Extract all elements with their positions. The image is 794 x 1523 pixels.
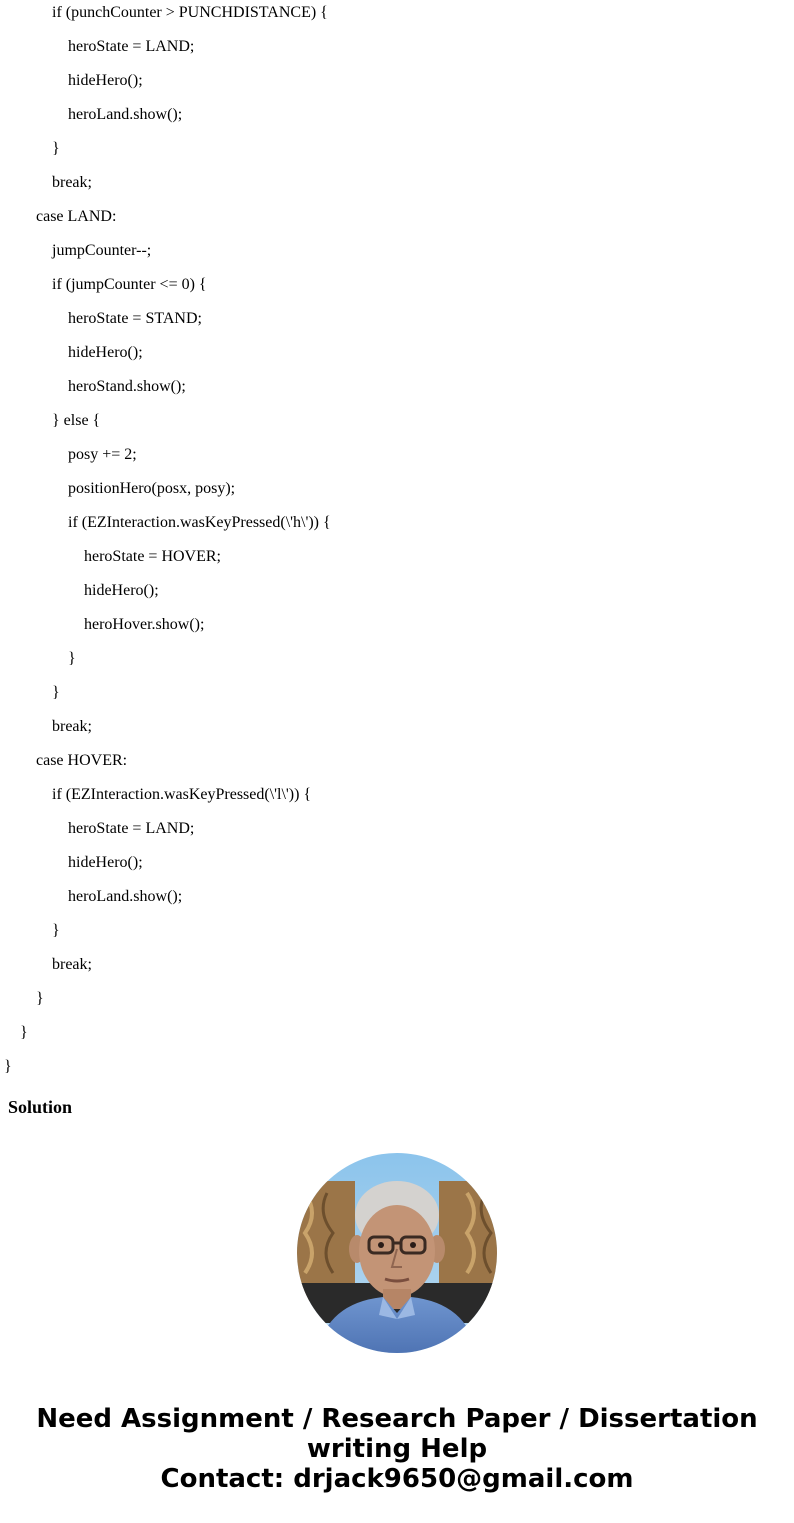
code-line: if (EZInteraction.wasKeyPressed(\'h\')) { [68, 514, 331, 531]
code-line: break; [52, 174, 92, 191]
code-line: case HOVER: [36, 752, 128, 769]
promo-banner [0, 1404, 794, 1494]
code-line: } [20, 1024, 28, 1041]
author-photo [297, 1153, 497, 1353]
code-line: hideHero(); [68, 344, 143, 361]
code-line: hideHero(); [84, 582, 159, 599]
code-line: hideHero(); [68, 72, 143, 89]
code-line: break; [52, 718, 92, 735]
code-line: } [52, 922, 60, 939]
promo-line-2: writing Help [306, 1434, 488, 1464]
code-line: positionHero(posx, posy); [68, 480, 236, 497]
promo-line-1: Need Assignment / Research Paper / Dissertation [36, 1404, 758, 1434]
code-line: heroState = LAND; [68, 820, 195, 837]
code-line: heroState = STAND; [68, 310, 202, 327]
code-line: } [52, 684, 60, 701]
code-line: } [52, 140, 60, 157]
code-line: break; [52, 956, 92, 973]
code-line: } else { [52, 412, 101, 429]
code-line: heroHover.show(); [84, 616, 205, 633]
code-line: if (EZInteraction.wasKeyPressed(\'l\')) { [52, 786, 312, 803]
code-line: if (punchCounter > PUNCHDISTANCE) { [52, 4, 328, 21]
code-line: heroLand.show(); [68, 106, 183, 123]
code-line: } [4, 1058, 12, 1075]
code-line: hideHero(); [68, 854, 143, 871]
code-line: jumpCounter--; [52, 242, 152, 259]
code-line: } [68, 650, 76, 667]
code-line: case LAND: [36, 208, 117, 225]
code-line: heroState = LAND; [68, 38, 195, 55]
code-line: if (jumpCounter <= 0) { [52, 276, 207, 293]
author-avatar [297, 1153, 497, 1353]
solution-heading: Solution [8, 1097, 73, 1117]
code-line: heroState = HOVER; [84, 548, 221, 565]
code-line: heroLand.show(); [68, 888, 183, 905]
code-line: heroStand.show(); [68, 378, 186, 395]
promo-line-3: Contact: drjack9650@gmail.com [160, 1464, 634, 1494]
code-line: } [36, 990, 44, 1007]
code-line: posy += 2; [68, 446, 137, 463]
